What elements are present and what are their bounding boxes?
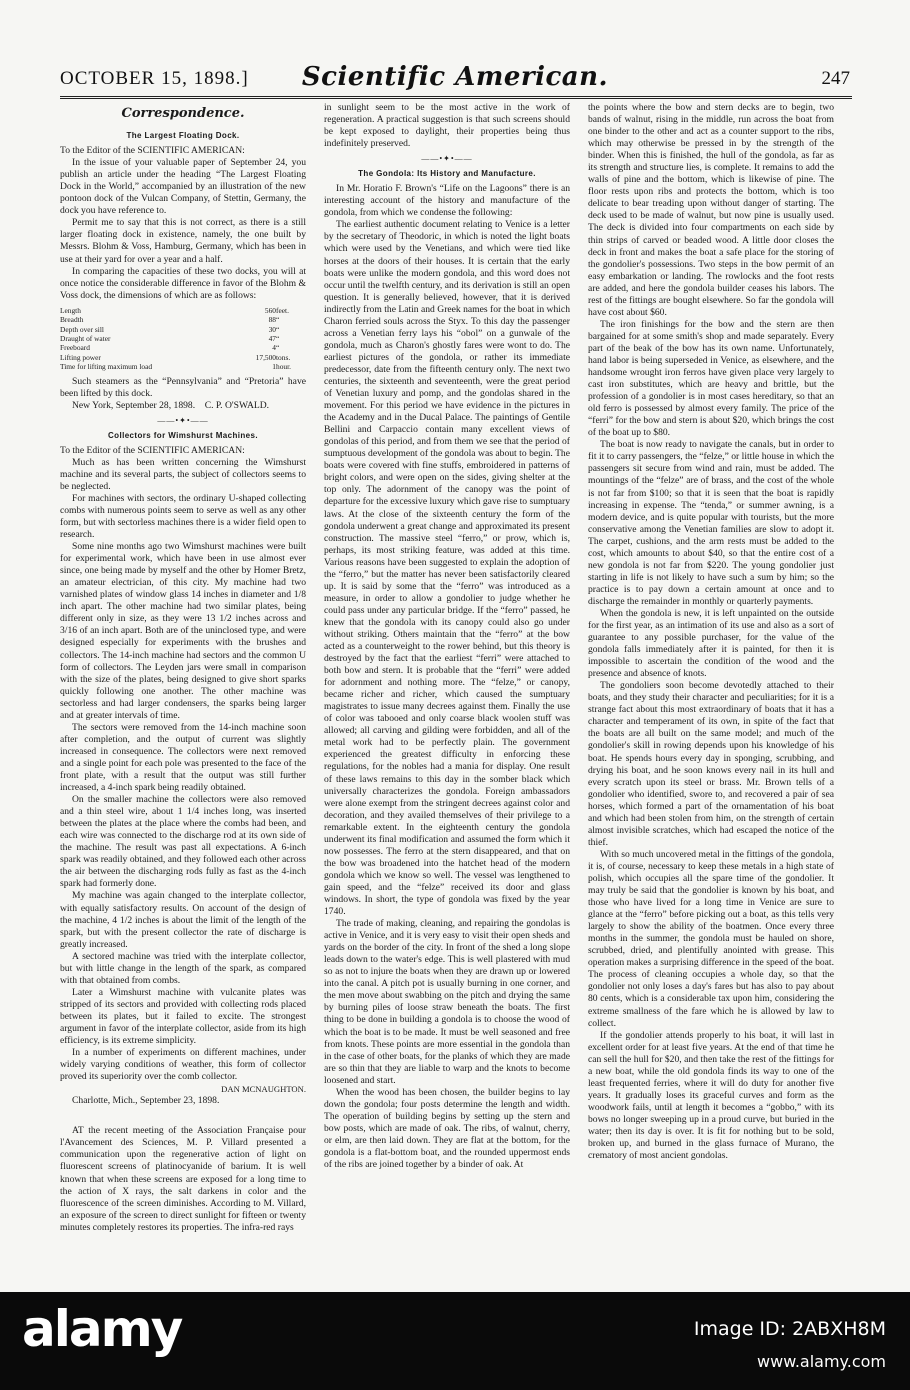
salutation: To the Editor of the SCIENTIFIC AMERICAN: bbox=[60, 145, 245, 157]
dimensions-table bbox=[60, 306, 306, 372]
dimension-unit: “ bbox=[276, 333, 280, 343]
dimension-row bbox=[60, 325, 306, 334]
signature: DAN MCNAUGHTON. bbox=[221, 1084, 306, 1095]
dimension-value: 47 bbox=[268, 333, 276, 343]
paragraph: In the issue of your valuable paper of September 24, you publish an article under the heading “The Largest Floating Dock in the World,” accompanied by an illustration of the new pontoon dock of the Vulcan Company, of Stettin, Germany, the dock you have reference to. bbox=[60, 157, 306, 217]
site-url: www.alamy.com bbox=[757, 1352, 886, 1371]
header-rule bbox=[60, 96, 852, 99]
paragraph: in sunlight seem to be the most active in the work of regeneration. A practical suggestion is that such screens should be kept exposed to daylight, their properties being thus indefinitely preserved. bbox=[324, 102, 570, 150]
divider-rule bbox=[60, 1111, 306, 1121]
column-2 bbox=[324, 102, 570, 1252]
dimension-label: Depth over sill bbox=[60, 324, 104, 334]
paragraph: In Mr. Horatio F. Brown's “Life on the Lagoons” there is an interesting account of the history and manufacture of the gondola, from which we condense the following: bbox=[324, 183, 570, 219]
dimension-value: 4 bbox=[272, 343, 276, 353]
dimension-row bbox=[60, 306, 306, 315]
article-heading: The Gondola: Its History and Manufacture. bbox=[358, 169, 536, 179]
stock-watermark-bar bbox=[0, 1292, 910, 1390]
section-title: Correspondence. bbox=[121, 106, 245, 121]
issue-date: OCTOBER 15, 1898.] bbox=[60, 68, 249, 89]
paragraph: Permit me to say that this is not correct, as there is a still larger floating dock in existence, namely, the one built by Messrs. Blohm & Voss, Hamburg, Germany, which has been in use at their yard for over a year and a half. bbox=[60, 217, 306, 265]
alamy-logo: alamy bbox=[22, 1300, 182, 1358]
dimension-label: Breadth bbox=[60, 315, 84, 325]
dimension-label: Draught of water bbox=[60, 333, 111, 343]
paragraph: My machine was again changed to the interplate collector, with equally satisfactory results. On account of the design of the machine, 4 1/2 inches is about the limit of the length of the spark, but with the present collector the rate of discharge is greatly increased. bbox=[60, 890, 306, 950]
dimension-value: 1 bbox=[272, 362, 276, 372]
image-id: Image ID: 2ABXH8M bbox=[693, 1318, 886, 1340]
dimension-row bbox=[60, 353, 306, 362]
dimension-label: Lifting power bbox=[60, 352, 101, 362]
divider-ornament: ——•✦•—— bbox=[421, 154, 473, 164]
article-heading: Collectors for Wimshurst Machines. bbox=[108, 430, 258, 440]
salutation: To the Editor of the SCIENTIFIC AMERICAN: bbox=[60, 444, 245, 456]
page-number: 247 bbox=[821, 68, 850, 89]
paragraph: The iron finishings for the bow and the stern are then bargained for at some smith's shop and made separately. Every part of the beak of the bow has its own name. Unfortunately, hand labor is being superseded in Venice, as elsewhere, and the handsome wrought iron ferros have given place very largely to cast iron substitutes, which are heavy and brittle, but the profession of a gondolier is in most cases hereditary, so that an old ferro is possessed by almost every family. The price of the “ferri” for the bow and stern is about $20, which brings the cost of the boat up to $80. bbox=[588, 318, 834, 439]
dateline: New York, September 28, 1898. bbox=[72, 399, 196, 411]
dimension-value: 30 bbox=[268, 324, 276, 334]
paragraph: Later a Wimshurst machine with vulcanite plates was stripped of its sectors and provided with collecting rods placed between its plates, but it failed to excite. The strongest argument in favor of the interplate collector, aside from its high efficiency, is its extreme simplicity. bbox=[60, 986, 306, 1047]
paragraph: The boat is now ready to navigate the canals, but in order to fit it to carry passengers, the “felze,” or little house in which the passengers sit secure from wind and rain, must be added. The mountings of the “felze” are of brass, and the cost of the whole is not far from $100; so that it is seen that the boat is rapidly increasing in expense. The “tenda,” or summer awning, is a modern device, and is quite popular with tourists, but the more conservative among the Venetian families are slow to adopt it. The carpet, cushions, and the arm rests must be added to the cost, which amounts to about $40, so that the entire cost of a new gondola is not far from $220. The young gondolier just starting in life is not likely to have such a sum by him; so the practice is to pay down a certain amount at once and to discharge the remainder in monthly or quarterly payments. bbox=[588, 439, 834, 607]
dateline: Charlotte, Mich., September 23, 1898. bbox=[72, 1095, 220, 1107]
paragraph: Much as has been written concerning the Wimshurst machine and its several parts, the subject of collectors seems to be neglected. bbox=[60, 456, 306, 492]
paragraph: The trade of making, cleaning, and repairing the gondolas is active in Venice, and it is very easy to visit their open sheds and yards on the border of the city. In front of the shed a long slope leads down to the water's edge. This is well plastered with mud so as not to injure the boats when they are drawn up or lowered into the canal. A pitch pot is usually burning in one corner, and the men move about swabbing on the pitch and drying the same by burning piles of loose straw beneath the boats. The first thing to be done in building a gondola is to choose the wood of which the boat is to be made. It must be well seasoned and free from knots. These points are more essential in the gondola than in the case of other boats, for the planks of which they are made are so thin that they are liable to warp and the knots to become loosened and start. bbox=[324, 918, 570, 1086]
dimension-unit: feet. bbox=[276, 305, 289, 315]
paragraph: AT the recent meeting of the Association Française pour l'Avancement des Sciences, M. P. Villard presented a communication upon the regenerative action of light on fluorescent screens of platinocyanide of barium. It is well known that when these screens are exposed for a long time to the action of X rays, the salt darkens in color and the fluorescence of the screen diminishes. According to M. Villard, an exposure of the screen to direct sunlight for fifteen or twenty minutes completely restores its properties. The infra-red rays bbox=[60, 1125, 306, 1233]
paragraph: For machines with sectors, the ordinary U-shaped collecting combs with numerous points seem to serve as well as any other form, but with sectorless machines there is a wider field open to research. bbox=[60, 492, 306, 541]
masthead-title: Scientific American. bbox=[301, 62, 609, 92]
column-1 bbox=[60, 102, 306, 1252]
dimension-row bbox=[60, 362, 306, 371]
dimension-unit: “ bbox=[276, 324, 280, 334]
dimension-value: 560 bbox=[264, 305, 276, 315]
dimension-unit: tons. bbox=[276, 352, 291, 362]
dimension-unit: hour. bbox=[276, 362, 291, 372]
paragraph: A sectored machine was tried with the interplate collector, but with little change in the length of the spark, as compared with that obtained from combs. bbox=[60, 950, 306, 986]
dimension-unit: “ bbox=[276, 343, 280, 353]
dimension-row bbox=[60, 315, 306, 324]
dimension-value: 17,500 bbox=[255, 352, 276, 362]
paragraph: The earliest authentic document relating to Venice is a letter by the secretary of Theodoric, in which is noted the light boats which were used by the Venetians, and which were tied like horses at the doors of their houses. It is certain that the early boats were unlike the modern gondola, and this word does not occur until the twelfth century, and its derivation is still an open question. It is generally believed, however, that it is derived indirectly from the Latin and Greek names for the boat in which Charon ferried souls across the Styx. To this day the passenger across a Venetian ferry lays his “obol” on a gunwale of the gondola, much as Charon's ghostly fares were wont to do. The earliest pictures of the gondola, or rather its immediate predecessor, date from the fifteenth century only. The next two centuries, the sixteenth and seventeenth, were the great period of Venetian luxury and pomp, and the gondolas shared in the movement. For this period we have evidence in the pictures in the Academy and in the Ducal Palace. The paintings of Gentile Bellini and Carpaccio contain many excellent views of gondolas of this period, and from them we see that the period of sumptuous development of the gondola was about to begin. The boats were covered with fine stuffs, embroidered in patterns of bright colors, and were open on the sides, giving shelter at the top only. The adornment of the canopy was the point of departure for the excessive luxury which gave rise to sumptuary laws. At the close of the sixteenth century the form of the gondola underwent a great change and approximated its present construction. The massive steel “ferro,” or prow, which is, perhaps, its most striking feature, was added at this time. Various reasons have been suggested to explain the adoption of the “ferro,” but the matter has never been satisfactorily cleared up. It is said by some that the “ferro” was introduced as a measure, in order to allow a gondolier to judge whether he could pass under any particular bridge. If the “ferro” passed, he knew that the gondola with its canopy could also go under without striking. Others maintain that the “ferro” at the bow acted as a counterweight to the rower behind, but this theory is destroyed by the fact that the earliest “ferri” were attached to both bow and stern. It is probable that the “ferri” were added for adornment and nothing more. The “felze,” or canopy, became richer and richer, which caused the sumptuary magistrates to issue many decrees against them. Finally the use of color was tabooed and only coarse black woolen stuff was allowed; all carving and gilding were forbidden, and all of the metal work had to be perfectly plain. The government experienced the greatest difficulty in enforcing these regulations, for the nobles had a mania for display. One result of these laws remains to this day in the somber black which universally characterizes the gondola. Foreign ambassadors were alone exempt from the stringent decrees against color and decoration, and they availed themselves of their privilege to a remarkable extent. In the eighteenth century the gondola underwent its final modification and assumed the form which it now possesses. The ferro at the stern disappeared, and that on the bow was broadened into the hatchet head of the modern gondola which we know so well. The vessel was lengthened to gain speed, and the “felze” received its door and glass windows. In short, the type of gondola was fixed by the year 1740. bbox=[324, 219, 570, 918]
paragraph: In a number of experiments on different machines, under widely varying conditions of weather, this form of collector proved its superiority over the comb collector. bbox=[60, 1047, 306, 1083]
dimension-unit: “ bbox=[276, 315, 280, 325]
paragraph: The gondoliers soon become devotedly attached to their boats, and they study their character and peculiarities; for it is a strange fact about this most extraordinary of boats that it has a character and temperament of its own, in spite of the fact that the boats are all built on the same model; and much of the gondolier's skill in rowing depends upon his knowledge of his boat. He spends hours every day in sponging, scrubbing, and drying his boat, and he soon knows every nail in its hull and every scratch upon its steel or brass. Mr. Brown tells of a gondolier who identified, swore to, and recovered a pair of sea horses, which formed a part of the ornamentation of his boat and which had been stolen from him, on the strength of certain almost invisible scratches, which had escaped the notice of the thief. bbox=[588, 680, 834, 848]
column-3 bbox=[588, 102, 834, 1252]
dimension-label: Freeboard bbox=[60, 343, 90, 353]
paragraph: With so much uncovered metal in the fittings of the gondola, it is, of course, necessary to keep these metals in a high state of polish, which occupies all the spare time of the gondolier. It may truly be said that the gondolier is known by his boat, and those who have lived for a long time in Venice are sure to glance at the “ferro” before picking out a boat, as this tells very largely to show the ability of the boatmen. Once every three months in the summer, the gondola must be hauled on shore, scrubbed, dried, and plentifully anointed with grease. This operation makes a surprising difference in the speed of the boat. The process of cleaning occupies a whole day, so that the gondolier not only loses a day's fares but has also to pay about 80 cents, which is a considerable tax upon him, considering the extreme smallness of the fare which he is allowed by law to collect. bbox=[588, 848, 834, 1029]
paragraph: In comparing the capacities of these two docks, you will at once notice the considerable difference in favor of the Blohm & Voss dock, the dimensions of which are as follows: bbox=[60, 265, 306, 301]
dimension-row bbox=[60, 343, 306, 352]
paragraph: When the gondola is new, it is left unpainted on the outside for the first year, as an intimation of its use and also as a sort of guarantee to any possible purchaser, for the value of the gondola falls immediately after it is painted, for then it is impossible to ascertain the condition of the wood and the presence and absence of knots. bbox=[588, 607, 834, 680]
signature: C. P. O'SWALD. bbox=[204, 399, 270, 411]
dimension-label: Length bbox=[60, 305, 81, 315]
page-header bbox=[60, 62, 850, 96]
paragraph: Some nine months ago two Wimshurst machines were built for experimental work, which have been in use almost ever since, one being made by myself and the other by Homer Bretz, an amateur electrician, of this city. My machine had two varnished plates of window glass 14 inches in diameter and 1/8 inch apart. The other machine had two similar plates, being different only in size, as they were 13 1/2 inches across and 3/16 of an inch apart. Both are of the uninclosed type, and were designed especially for experiments with the brushes and collectors. The 14-inch machine had sectors and the common U form of collectors. The Leyden jars were small in comparison with the size of the plates, being designed to give short sparks quickly following one another. The other machine was sectorless and had larger condensers, the sparks being larger and at greater intervals of time. bbox=[60, 541, 306, 721]
paragraph: the points where the bow and stern decks are to begin, two bands of walnut, rising in the middle, run across the boat from one binder to the other and act as a counter support to the ribs, which may otherwise be pressed in by the strength of the binder. When this is finished, the hull of the gondola, as far as its strength and structure lies, is complete. It remains to add the walls of pine and the bottom, which is likewise of pine. The floor rests upon ribs and protects the bottom, which is too delicate to bear treading upon without danger of starting. The deck used to be made of walnut, but now pine is usually used. The deck is divided into four compartments on each side by thin strips of carved or beaded wood. A little door closes the deck in front and makes the boat a safe place for the storing of the gondolier's possessions. Two steps in the bow permit of an easy embarkation or landing. The rowlocks and the foot rests are added, and here the gondola builder ceases his labors. The rest of the fittings are bought elsewhere. So far the gondola will have cost about $60. bbox=[588, 102, 834, 318]
dimension-row bbox=[60, 334, 306, 343]
dateline-signature bbox=[60, 400, 306, 412]
paragraph: Such steamers as the “Pennsylvania” and “Pretoria” have been lifted by this dock. bbox=[60, 375, 306, 399]
paragraph: On the smaller machine the collectors were also removed and a thin steel wire, about 1 1/4 inches long, was inserted between the plates at the place where the combs had been, and each wire was connected to the discharge rod at its own side of the machine. The result was past all expectations. A 6-inch spark was readily obtained, and they followed each other across the air between the discharging rods fully as fast as the 4-inch spark had formerly done. bbox=[60, 794, 306, 890]
paragraph: When the wood has been chosen, the builder begins to lay down the gondola; four posts determine the length and width. The operation of building begins by setting up the stern and bow posts, which are made of oak. The ribs, of walnut, cherry, or elm, are then laid down. They are flat at the bottom, for the gondola is a flat-bottom boat, and the rounded uppermost ends of the ribs are joined together by a binder of oak. At bbox=[324, 1086, 570, 1171]
dimension-value: 88 bbox=[268, 315, 276, 325]
divider-ornament: ——•✦•—— bbox=[157, 415, 209, 425]
paragraph: If the gondolier attends properly to his boat, it will last in excellent order for at least five years. At the end of that time he can sell the hull for $20, and then take the rest of the fittings for a new boat, while the old gondola finds its way to one of the least frequented ferries, where it will do duty for another five years. It gradually loses its graceful curves and form as the woodwork fails, until at length it becomes a “gobbo,” with its bows no longer sweeping up in a proud curve, but buried in the water; then its day is over. It is fit for nothing but to be sold, broken up, and burned in the glass furnace of Murano, the crematory of most ancient gondolas. bbox=[588, 1029, 834, 1162]
dimension-label: Time for lifting maximum load bbox=[60, 362, 153, 372]
article-heading: The Largest Floating Dock. bbox=[126, 131, 240, 141]
paragraph: The sectors were removed from the 14-inch machine soon after completion, and the output of current was slightly increased in consequence. The collectors were next removed and a single point for each pole was presented to the face of the front plate, with a result that the output was still further increased, a 4-inch spark being readily obtained. bbox=[60, 721, 306, 794]
